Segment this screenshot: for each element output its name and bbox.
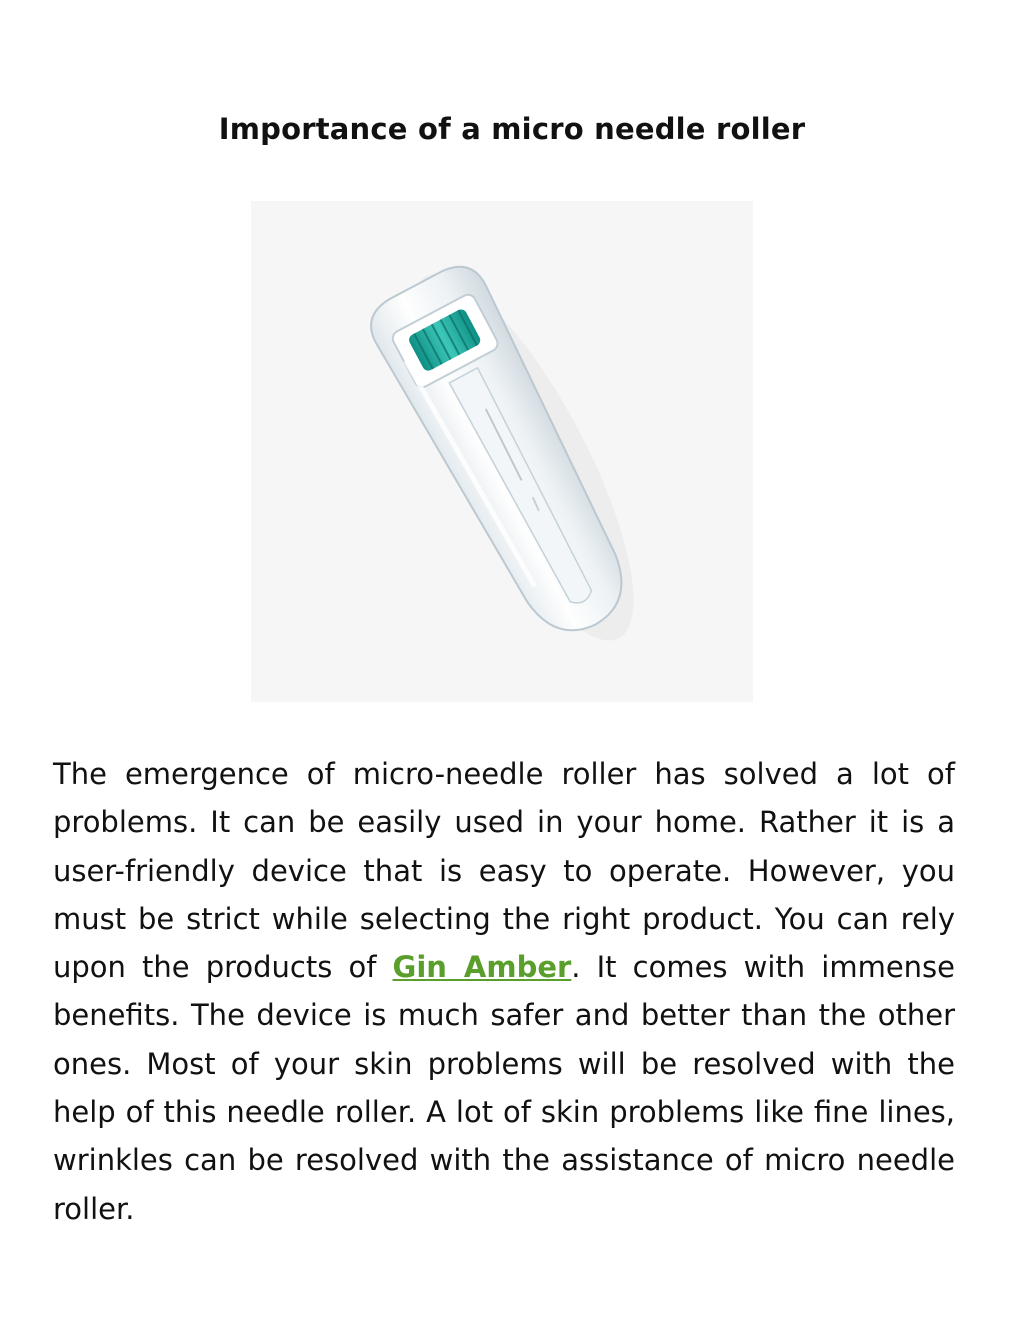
paragraph-text-after-link: . It comes with immense benefits. The device is much safer and better than the other ones. Most of your skin problems will be resolved with the help of this needle roller. A lot of skin problems like fine lines, wrinkles can be resolved with the assistance of micro needle roller. [53,950,955,1226]
product-photo [251,201,753,702]
page-title: Importance of a micro needle roller [218,112,806,146]
body-paragraph [53,750,955,1233]
gin-amber-link[interactable]: Gin Amber [392,950,572,985]
paragraph-text-before-link: The emergence of micro-needle roller has solved a lot of problems. It can be easily used in your home. Rather it is a user-friendly device that is easy to operate. However, you must be strict while selecting the right product. You can rely upon the products of [53,757,955,985]
micro-needle-roller-image [251,201,753,702]
